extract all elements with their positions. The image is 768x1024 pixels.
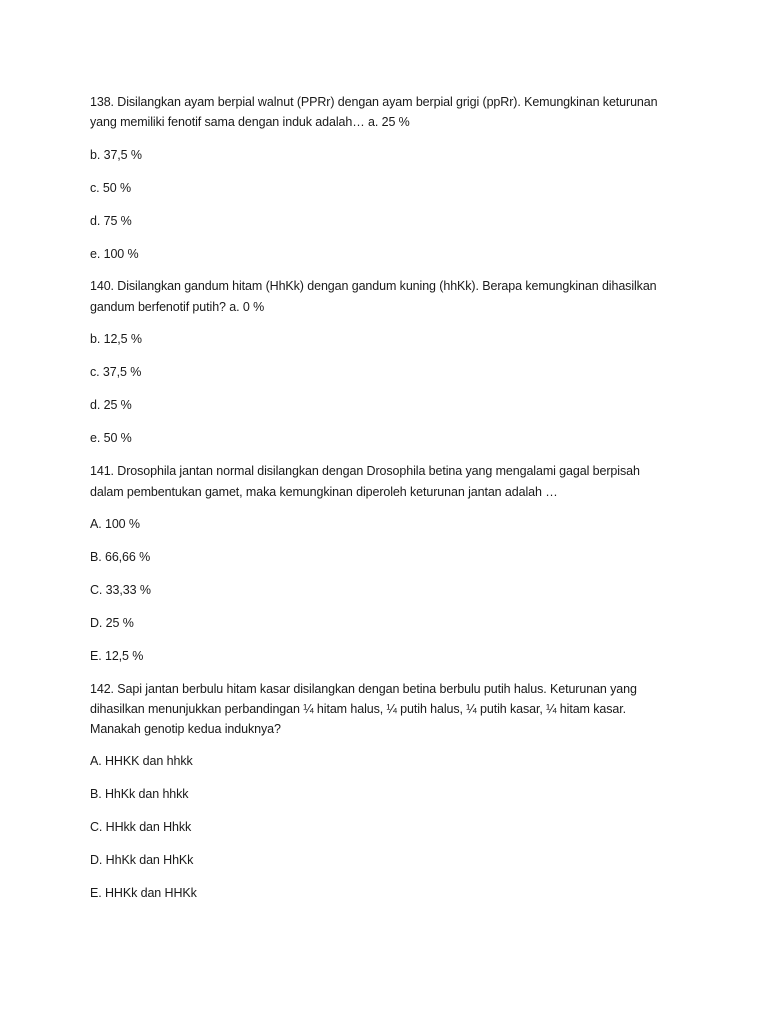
question-140-stem-line-2: gandum berfenotif putih? a. 0 % [90,300,265,314]
question-138-option-e: e. 100 % [90,247,139,261]
question-140-option-b: b. 12,5 % [90,332,142,346]
question-141-option-d: D. 25 % [90,616,134,630]
question-140-stem-line-1: 140. Disilangkan gandum hitam (HhKk) dengan gandum kuning (hhKk). Berapa kemungkinan dihasilkan [90,279,657,293]
question-141-option-a: A. 100 % [90,517,140,531]
question-142-stem-line-3: Manakah genotip kedua induknya? [90,722,281,736]
question-141-option-b: B. 66,66 % [90,550,151,564]
question-140-option-d: d. 25 % [90,398,132,412]
question-142-option-b: B. HhKk dan hhkk [90,787,189,801]
question-142-stem-line-1: 142. Sapi jantan berbulu hitam kasar disilangkan dengan betina berbulu putih halus. Keturunan yang [90,682,637,696]
question-141-option-e: E. 12,5 % [90,649,144,663]
question-138-option-c: c. 50 % [90,181,131,195]
question-142-option-e: E. HHKk dan HHKk [90,886,197,900]
question-138-option-d: d. 75 % [90,214,132,228]
question-141-stem-line-2: dalam pembentukan gamet, maka kemungkinan diperoleh keturunan jantan adalah … [90,485,558,499]
question-142-option-a: A. HHKK dan hhkk [90,754,193,768]
question-142-option-c: C. HHkk dan Hhkk [90,820,192,834]
question-141-stem-line-1: 141. Drosophila jantan normal disilangkan dengan Drosophila betina yang mengalami gagal berpisah [90,464,640,478]
question-140-option-c: c. 37,5 % [90,365,142,379]
question-142-stem-line-2: dihasilkan menunjukkan perbandingan ¼ hitam halus, ¼ putih halus, ¼ putih kasar, ¼ hitam kasar. [90,702,626,716]
question-140-option-e: e. 50 % [90,431,132,445]
question-138-option-b: b. 37,5 % [90,148,142,162]
question-138-stem-line-2: yang memiliki fenotif sama dengan induk adalah… a. 25 % [90,115,410,129]
question-138-stem-line-1: 138. Disilangkan ayam berpial walnut (PPRr) dengan ayam berpial grigi (ppRr). Kemungkinan keturunan [90,95,658,109]
question-142-option-d: D. HhKk dan HhKk [90,853,194,867]
question-141-option-c: C. 33,33 % [90,583,151,597]
